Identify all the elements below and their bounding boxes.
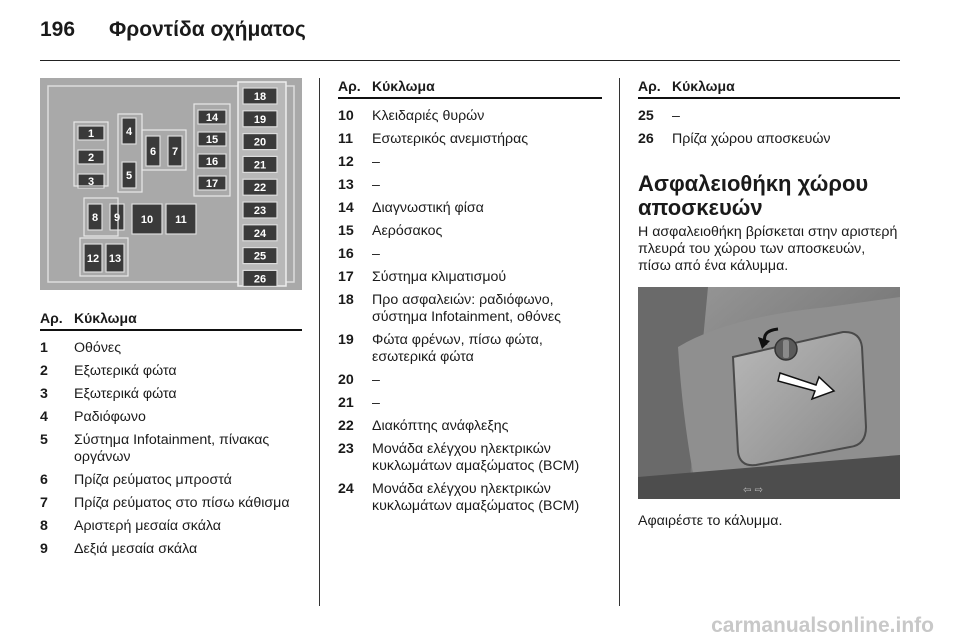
fuse-label-11: 11 [175, 214, 187, 226]
fuse-number: 12 [338, 154, 354, 170]
fuse-number: 15 [338, 223, 354, 239]
fuse-row [338, 177, 602, 194]
fuse-number: 17 [338, 269, 354, 285]
fuse-circuit: – [372, 246, 380, 262]
fuse-number: 6 [40, 472, 48, 488]
photo-caption: Αφαιρέστε το κάλυμμα. [638, 513, 783, 529]
fuse-label-6: 6 [149, 146, 157, 158]
fuse-row [638, 108, 900, 125]
fuse-number: 2 [40, 363, 48, 379]
fuse-label-18: 18 [253, 91, 267, 103]
fuse-row [338, 246, 602, 263]
fuse-circuit: – [372, 395, 380, 411]
table-header [338, 78, 602, 99]
fuse-row [338, 108, 602, 125]
header-circuit: Κύκλωμα [672, 78, 735, 94]
header-num: Αρ. [338, 78, 361, 94]
fuse-row [338, 223, 602, 240]
fuse-row [338, 154, 602, 171]
column-divider [319, 78, 320, 606]
fuse-number: 23 [338, 441, 354, 457]
column-2 [338, 78, 602, 515]
fuse-circuit: Εξωτερικά φώτα [74, 386, 177, 402]
page-title: Φροντίδα οχήματος [109, 18, 306, 41]
section-title: Ασφαλειοθήκη χώρου αποσκευών [638, 171, 869, 220]
fuse-number: 4 [40, 409, 48, 425]
fuse-circuit: Σύστημα Infotainment, πίνακας οργάνων [74, 432, 270, 465]
fuse-label-24: 24 [253, 227, 267, 240]
watermark: carmanualsonline.info [711, 614, 934, 637]
fuse-circuit: Κλειδαριές θυρών [372, 108, 485, 124]
fuse-row [338, 418, 602, 435]
fuse-number: 3 [40, 386, 48, 402]
fuse-number: 24 [338, 481, 354, 497]
fuse-circuit: Διαγνωστική φίσα [372, 200, 484, 216]
fuse-list-3 [638, 108, 900, 148]
fuse-circuit: Ραδιόφωνο [74, 409, 146, 425]
fuse-circuit: – [372, 177, 380, 193]
fuse-number: 8 [40, 518, 48, 534]
fuse-circuit: Φώτα φρένων, πίσω φώτα, εσωτερικά φώτα [372, 332, 543, 365]
fuse-circuit: Δεξιά μεσαία σκάλα [74, 541, 198, 557]
fuse-label-17: 17 [205, 178, 219, 190]
fuse-row [40, 363, 302, 380]
fuse-circuit: Αερόσακος [372, 223, 443, 239]
fuse-label-13: 13 [108, 253, 122, 265]
fuse-circuit: Μονάδα ελέγχου ηλεκτρικών κυκλωμάτων αμαξώματος (BCM) [372, 441, 580, 474]
fuse-number: 11 [338, 131, 353, 147]
fuse-number: 22 [338, 418, 354, 434]
fuse-label-21: 21 [253, 159, 267, 172]
fuse-row [338, 200, 602, 217]
fuse-row [40, 541, 302, 558]
fuse-row [338, 441, 602, 475]
fuse-circuit: Εσωτερικός ανεμιστήρας [372, 131, 529, 147]
fuse-label-16: 16 [205, 156, 219, 168]
fuse-label-25: 25 [253, 250, 267, 263]
fuse-row [40, 432, 302, 466]
fuse-number: 7 [40, 495, 48, 511]
header-num: Αρ. [40, 310, 63, 326]
page-number: 196 [40, 18, 76, 41]
table-header [638, 78, 900, 99]
fuse-label-9: 9 [113, 212, 121, 224]
fusebox-svg [40, 78, 302, 290]
fuse-number: 5 [40, 432, 48, 448]
fuse-circuit: Διακόπτης ανάφλεξης [372, 418, 509, 434]
fuse-label-1: 1 [87, 128, 95, 140]
fuse-circuit: Πρίζα χώρου αποσκευών [672, 131, 831, 147]
header-circuit: Κύκλωμα [372, 78, 435, 94]
fuse-label-7: 7 [171, 146, 179, 158]
column-divider [619, 78, 620, 606]
fuse-row [40, 409, 302, 426]
fuse-row [40, 495, 302, 512]
trunk-photo-svg [638, 287, 900, 499]
svg-text:⇦ ⇨: ⇦ ⇨ [743, 485, 763, 496]
fuse-label-23: 23 [253, 205, 267, 217]
fuse-circuit: Εξωτερικά φώτα [74, 363, 177, 379]
fuse-label-3: 3 [87, 176, 95, 188]
trunk-cover-photo [638, 287, 900, 499]
fuse-circuit: – [372, 372, 380, 388]
fusebox-diagram [40, 78, 302, 290]
page-header [40, 18, 306, 48]
column-3 [638, 78, 900, 529]
fuse-label-26: 26 [253, 273, 267, 286]
column-1 [40, 78, 302, 558]
fuse-row [338, 372, 602, 389]
fuse-number: 9 [40, 541, 48, 557]
fuse-label-5: 5 [125, 170, 133, 182]
fuse-row [40, 340, 302, 357]
fuse-label-19: 19 [253, 113, 267, 126]
fuse-label-14: 14 [205, 112, 219, 124]
fuse-label-10: 10 [140, 214, 154, 226]
fuse-row [338, 269, 602, 286]
fuse-label-2: 2 [87, 152, 95, 164]
fuse-row [338, 332, 602, 366]
fuse-circuit: Πρίζα ρεύματος μπροστά [74, 472, 232, 488]
fuse-circuit: – [372, 154, 380, 170]
header-circuit: Κύκλωμα [74, 310, 137, 326]
fuse-number: 25 [638, 108, 654, 124]
fuse-label-20: 20 [253, 136, 267, 149]
fuse-number: 19 [338, 332, 354, 348]
fuse-list-1 [40, 340, 302, 558]
fuse-row [338, 292, 602, 326]
fuse-row [338, 395, 602, 412]
fuse-number: 16 [338, 246, 354, 262]
fuse-number: 14 [338, 200, 354, 216]
header-rule [40, 60, 900, 61]
fuse-list-2 [338, 108, 602, 515]
fuse-circuit: Οθόνες [74, 340, 122, 356]
fuse-circuit: Μονάδα ελέγχου ηλεκτρικών κυκλωμάτων αμαξώματος (BCM) [372, 481, 580, 514]
fuse-label-22: 22 [253, 182, 267, 195]
fuse-circuit: Πρίζα ρεύματος στο πίσω κάθισμα [74, 495, 290, 511]
fuse-label-12: 12 [86, 253, 100, 265]
fuse-label-8: 8 [91, 212, 99, 224]
fuse-row [338, 131, 602, 148]
fuse-label-4: 4 [125, 126, 133, 138]
fuse-row [638, 131, 900, 148]
fuse-circuit: Αριστερή μεσαία σκάλα [74, 518, 221, 534]
header-num: Αρ. [638, 78, 661, 94]
section-body: Η ασφαλειοθήκη βρίσκεται στην αριστερή πλευρά του χώρου των αποσκευών, πίσω από ένα κάλυμμα. [638, 224, 898, 274]
fuse-number: 10 [338, 108, 354, 124]
fuse-number: 18 [338, 292, 354, 308]
fuse-circuit: Σύστημα κλιματισμού [372, 269, 507, 285]
fuse-row [40, 386, 302, 403]
fuse-label-15: 15 [205, 134, 219, 146]
fuse-number: 1 [40, 340, 48, 356]
fuse-number: 13 [338, 177, 354, 193]
fuse-circuit: Προ ασφαλειών: ραδιόφωνο, σύστημα Infotainment, οθόνες [372, 292, 561, 325]
fuse-row [40, 472, 302, 489]
fuse-circuit: – [672, 108, 680, 124]
fuse-number: 26 [638, 131, 654, 147]
fuse-number: 20 [338, 372, 354, 388]
fuse-row [40, 518, 302, 535]
fuse-number: 21 [338, 395, 354, 411]
fuse-row [338, 481, 602, 515]
table-header [40, 310, 302, 331]
